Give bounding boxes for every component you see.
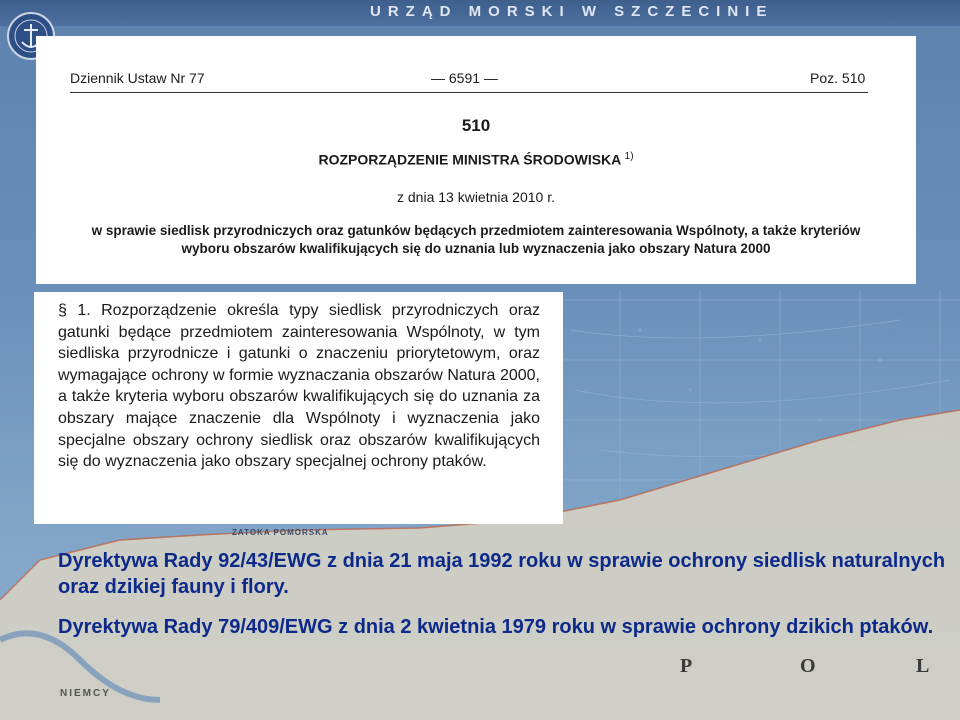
act-date: z dnia 13 kwietnia 2010 r.	[397, 189, 555, 205]
country-letter-3: L	[916, 655, 930, 677]
journal-page-number: — 6591 —	[431, 70, 498, 86]
bay-label-text: ZATOKA POMORSKA	[232, 528, 329, 537]
act-number: 510	[461, 116, 491, 135]
directives-list	[58, 548, 948, 654]
country-letter-1: P	[680, 655, 693, 677]
act-title-footnote: 1)	[624, 151, 634, 162]
act-subject: w sprawie siedlisk przyrodniczych oraz gatunków będących przedmiotem zainteresowania Wspólnoty, a także kryteriów wyboru obszarów kwalifikujących się do uznania lub wyznaczenia jako obszary Natura 2000	[91, 223, 861, 256]
directive-birds: Dyrektywa Rady 79/409/EWG z dnia 2 kwietnia 1979 roku w sprawie ochrony dzikich ptaków.	[58, 616, 934, 638]
country-letter-2: O	[800, 655, 816, 677]
journal-name: Dziennik Ustaw Nr 77	[70, 70, 205, 86]
institution-title: URZĄD MORSKI W SZCZECINIE	[370, 3, 774, 20]
regulation-header-excerpt	[36, 36, 916, 284]
paragraph-1-text: § 1. Rozporządzenie określa typy siedlisk przyrodniczych oraz gatunki będące przedmiotem zainteresowania Wspólnoty, w tym siedliska przyrodnicze i gatunki o znaczeniu priorytetowym, oraz wymagające ochrony w formie wyznaczania obszarów Natura 2000, a także kryteria wyboru obszarów kwalifikujących się do uznania za obszary mające znaczenie dla Wspólnoty i wyznaczenia jako specjalne obszary ochrony siedlisk oraz obszarów kwalifikujących się do wyznaczenia jako obszary specjalnej ochrony ptaków.	[58, 302, 540, 471]
header-rule	[70, 92, 868, 93]
country-label-left: NIEMCY	[60, 688, 111, 699]
journal-position: Poz. 510	[810, 70, 866, 86]
directive-habitats: Dyrektywa Rady 92/43/EWG z dnia 21 maja 1992 roku w sprawie ochrony siedlisk naturalnych oraz dzikiej fauny i flory.	[58, 550, 946, 598]
paragraph-excerpt	[34, 292, 563, 524]
act-title: ROZPORZĄDZENIE MINISTRA ŚRODOWISKA $^{1)}$	[318, 151, 634, 168]
